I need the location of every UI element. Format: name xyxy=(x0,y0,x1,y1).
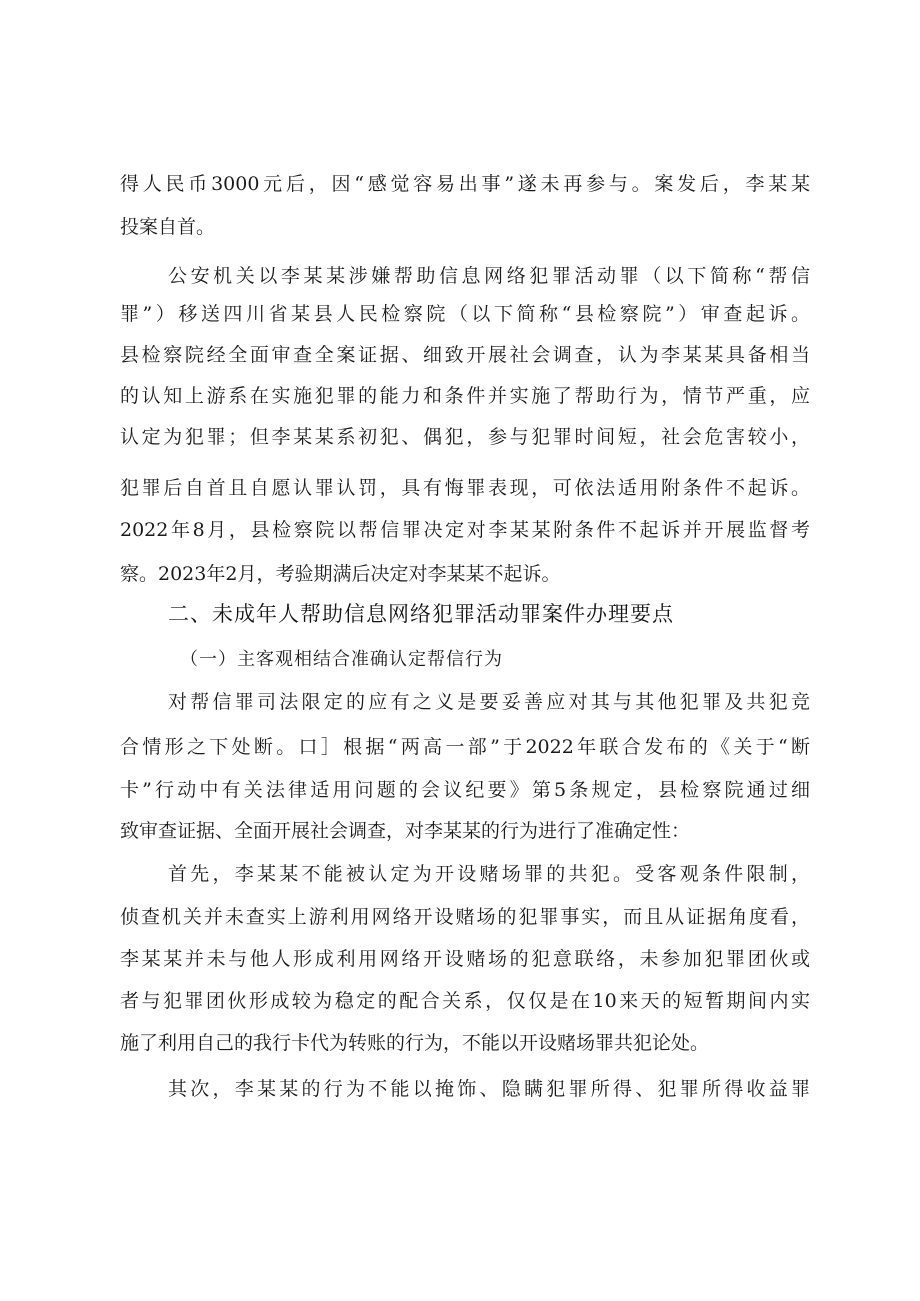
section-heading: 二、未成年人帮助信息网络犯罪活动罪案件办理要点 xyxy=(168,602,674,626)
paragraph-3-line-4: 致审查证据、全面开展社会调查，对李某某的行为进行了准确定性： xyxy=(120,820,691,842)
paragraph-5-line-1: 其次，李某某的行为不能以掩饰、隐瞒犯罪所得、犯罪所得收益罪 xyxy=(168,1078,810,1100)
paragraph-2-line-8: 察。2023年2月，考验期满后决定对李某某不起诉。 xyxy=(120,563,561,585)
paragraph-2-line-1: 公安机关以李某某涉嫌帮助信息网络犯罪活动罪（以下简称“帮信 xyxy=(168,265,810,287)
paragraph-2-line-6: 犯罪后自首且自愿认罪认罚，具有悔罪表现，可依法适用附条件不起诉。 xyxy=(120,477,810,499)
paragraph-4-line-4: 者与犯罪团伙形成较为稳定的配合关系，仅仅是在10来天的短暂期间内实 xyxy=(120,990,810,1012)
paragraph-2-line-3: 县检察院经全面审查全案证据、细致开展社会调查，认为李某某具备相当 xyxy=(120,344,810,366)
paragraph-2-line-2: 罪”）移送四川省某县人民检察院（以下简称“县检察院”）审查起诉。 xyxy=(120,303,810,325)
paragraph-1-line-1: 得人民币3000元后，因“感觉容易出事”遂未再参与。案发后，李某某 xyxy=(120,173,810,195)
paragraph-3-line-1: 对帮信罪司法限定的应有之义是要妥善应对其与其他犯罪及共犯竞 xyxy=(168,691,810,713)
paragraph-4-line-2: 侦查机关并未查实上游利用网络开设赌场的犯罪事实，而且从证据角度看， xyxy=(120,906,810,928)
paragraph-2-line-5: 认定为犯罪；但李某某系初犯、偶犯，参与犯罪时间短，社会危害较小， xyxy=(120,426,810,448)
paragraph-2-line-7: 2022年8月，县检察院以帮信罪决定对李某某附条件不起诉并开展监督考 xyxy=(120,519,810,541)
paragraph-3-line-3: 卡”行动中有关法律适用问题的会议纪要》第5条规定，县检察院通过细 xyxy=(120,779,810,801)
paragraph-4-line-1: 首先，李某某不能被认定为开设赌场罪的共犯。受客观条件限制， xyxy=(168,863,810,885)
subsection-heading: （一）主客观相结合准确认定帮信行为 xyxy=(180,649,503,670)
paragraph-4-line-5: 施了利用自己的我行卡代为转账的行为，不能以开设赌场罪共犯论处。 xyxy=(120,1032,710,1054)
paragraph-2-line-4: 的认知上游系在实施犯罪的能力和条件并实施了帮助行为，情节严重，应 xyxy=(120,385,810,407)
paragraph-4-line-3: 李某某并未与他人形成利用网络开设赌场的犯意联络，未参加犯罪团伙或 xyxy=(120,948,810,970)
paragraph-1-line-2: 投案自首。 xyxy=(120,216,216,238)
paragraph-3-line-2: 合情形之下处断。口］根据“两高一部”于2022年联合发布的《关于“断 xyxy=(120,736,810,758)
